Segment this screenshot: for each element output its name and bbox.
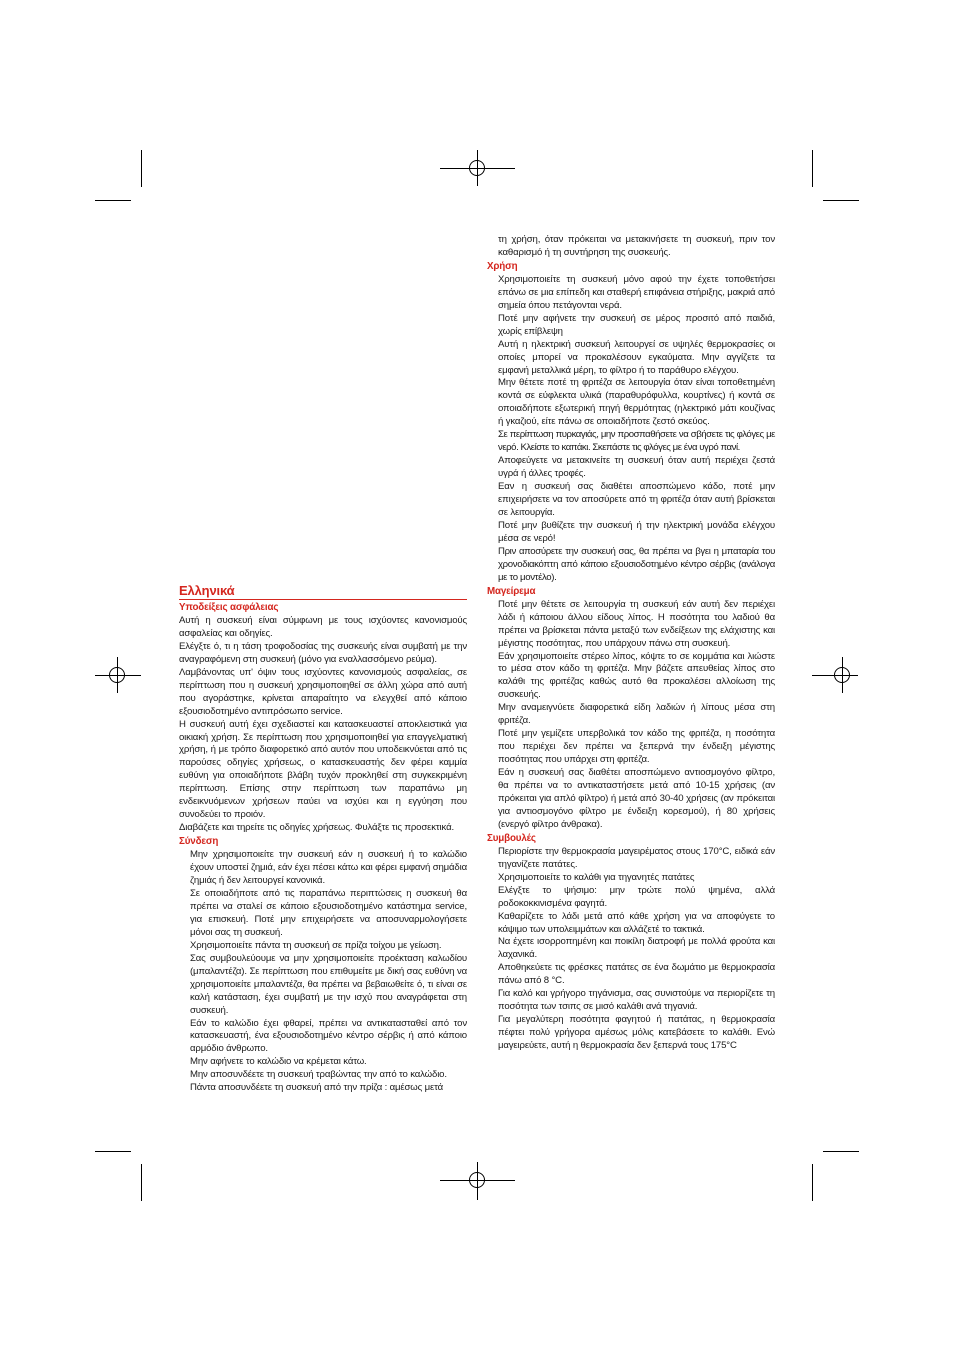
paragraph: Αυτή η συσκευή είναι σύμφωνη με τους ισχύοντες κανονισμούς ασφαλείας και οδηγίες. bbox=[179, 614, 467, 639]
paragraph: Ποτέ μην αφήνετε την συσκευή σε μέρος προσιτό από παιδιά, χωρίς επίβλεψη bbox=[498, 312, 775, 337]
section-heading: Μαγείρεμα bbox=[487, 585, 536, 597]
paragraph: Πάντα αποσυνδέετε τη συσκευή από την πρίζα : αμέσως μετά bbox=[190, 1082, 444, 1094]
section-heading: Υποδείξεις ασφάλειας bbox=[179, 602, 279, 613]
language-title: Ελληνικά bbox=[179, 583, 235, 598]
section-safety bbox=[179, 602, 467, 835]
paragraph: Χρησιμοποιείτε πάντα τη συσκευή σε πρίζα τοίχου με γείωση. bbox=[190, 939, 442, 951]
section-connection bbox=[179, 836, 467, 1095]
left-column bbox=[179, 583, 467, 1095]
paragraph: Για καλό και γρήγορο τηγάνισμα, σας συνιστούμε να περιορίζετε τη ποσότητα των τσιπς σε μισό καλάθι ανά τηγανιά. bbox=[498, 988, 775, 1013]
section-use bbox=[487, 261, 775, 585]
paragraph: Μην αφήνετε το καλώδιο να κρέμεται κάτω. bbox=[190, 1056, 367, 1068]
paragraph: Μην θέτετε ποτέ τη φριτέζα σε λειτουργία όταν είναι τοποθετημένη κοντά σε εύφλεκτα υλικά (παραθυρόφυλλα, κουρτίνες) ή κοντά σε οποιαδήποτε εξωτερική πηγή θερμότητας (ηλεκτρικό μάτι κουζίνας ή γκαζιού, είτε πάνω σε οποιαδήποτε ζεστό σκεύος. bbox=[498, 377, 775, 428]
paragraph: Χρησιμοποιείτε τη συσκευή μόνο αφού την έχετε τοποθετήσει επάνω σε μια επίπεδη και σταθερή επιφάνεια στήριξης, μακριά από σημεία όπου πετάγονται νερά. bbox=[498, 273, 775, 311]
paragraph: Μην αποσυνδέετε τη συσκευή τραβώντας την από το καλώδιο. bbox=[190, 1069, 447, 1081]
section-heading: Συμβουλές bbox=[487, 832, 536, 844]
paragraph: Ελέγξτε το ψήσιμο: μην τρώτε πολύ ψημένα, αλλά ροδοκοκκινισμένα φαγητά. bbox=[498, 884, 775, 909]
paragraph: Σε οποιαδήποτε από τις παραπάνω περιπτώσεις η συσκευή θα πρέπει να σταλεί σε κάποιο εξουσιοδοτημένο κατάστημα service, για επισκευή. Ποτέ μην επιχειρήσετε να αποσυναρμολογήσετε μόνοι σας τη συσκευή. bbox=[190, 887, 467, 938]
right-column bbox=[487, 234, 775, 1053]
section-tips bbox=[487, 833, 775, 1053]
paragraph: Λαμβάνοντας υπ' όψιν τους ισχύοντες κανονισμούς ασφαλείας, σε περίπτωση που η συσκευή χρησιμοποιηθεί σε άλλη χώρα από αυτή που αγοράστηκε, κρίνεται απαραίτητο να ελεγχθεί από κάποιο εξουσιοδοτημένο αντιπρόσωπο service. bbox=[179, 666, 467, 717]
paragraph: Να έχετε ισορροπημένη και ποικίλη διατροφή με πολλά φρούτα και λαχανικά. bbox=[498, 936, 775, 961]
paragraph: Εάν το καλώδιο έχει φθαρεί, πρέπει να αντικατασταθεί από τον κατασκευαστή, ένα εξουσιοδοτημένο κέντρο σέρβις ή από κάποιο αρμόδιο άνθρωπο. bbox=[190, 1017, 467, 1055]
paragraph: Για μεγαλύτερη ποσότητα φαγητού ή πατάτας, η θερμοκρασία πέφτει πολύ γρήγορα αμέσως μόλις κατεβάσετε το καλάθι. Ενώ μαγειρεύετε, αυτή η θερμοκρασία δεν ξεπερνά τους 175°C bbox=[498, 1014, 775, 1052]
paragraph: Διαβάζετε και τηρείτε τις οδηγίες χρήσεως. Φυλάξτε τις προσεκτικά. bbox=[179, 822, 454, 834]
section-heading: Χρήση bbox=[487, 260, 518, 272]
paragraph: Εάν χρησιμοποιείτε στέρεο λίπος, κόψτε το σε κομμάτια και λιώστε το μέσα στον κάδο τη φριτέζα. Μην βάζετε απευθείας λίπος στο καλάθι της φριτέζας καθώς αυτό θα προκαλέσει αλλοίωση της συσκευής. bbox=[498, 650, 775, 701]
paragraph: Εαν η συσκευή σας διαθέτει αποσπώμενο κάδο, ποτέ μην επιχειρήσετε να τον αποσύρετε από τη φριτέζα όταν αυτή βρίσκεται σε λειτουργία. bbox=[498, 481, 775, 519]
paragraph: Πριν αποσύρετε την συσκευή σας, θα πρέπει να βγει η μπαταρία του χρονοδιακόπτη από κάποιο εξουσιοδοτημένο κέντρο σέρβις (ανάλογα με το μοντέλο). bbox=[498, 545, 775, 583]
title-rule bbox=[179, 599, 467, 600]
paragraph: Μην αναμειγνύετε διαφορετικά είδη λαδιών ή λίπους μέσα στη φριτέζα. bbox=[498, 702, 775, 727]
paragraph: Αποθηκεύετε τις φρέσκες πατάτες σε ένα δωμάτιο με θερμοκρασία πάνω από 8 °C. bbox=[498, 962, 775, 987]
paragraph: Σε περίπτωση πυρκαγιάς, μην προσπαθήσετε να σβήσετε τις φλόγες με νερό. Κλείστε το καπάκι. Σκεπάστε τις φλόγες με ένα υγρό πανί. bbox=[498, 429, 775, 454]
paragraph: Χρησιμοποιείτε το καλάθι για τηγανητές πατάτες bbox=[498, 871, 695, 883]
section-cooking bbox=[487, 586, 775, 832]
paragraph: τη χρήση, όταν πρόκειται να μετακινήσετε τη συσκευή, πριν τον καθαρισμό ή τη συντήρηση της συσκευής. bbox=[498, 234, 775, 258]
paragraph: Ποτέ μην θέτετε σε λειτουργία τη συσκευή εάν αυτή δεν περιέχει λάδι ή κάποιου άλλου είδους λίπος. Η ποσότητα του λαδιού θα πρέπει να βρίσκεται πάντα μεταξύ των ενδείξεων της ελάχιστης και μέγιστης ποσότητας, που υπάρχουν πάνω στη συσκευή. bbox=[498, 598, 775, 649]
paragraph: Αυτή η ηλεκτρική συσκευή λειτουργεί σε υψηλές θερμοκρασίες οι οποίες μπορεί να προκαλέσουν εγκαύματα. Μην αγγίζετε τα εμφανή μεταλλικά μέρη, το φίλτρο ή το παράθυρο ελέγχου. bbox=[498, 338, 775, 376]
paragraph: Ποτέ μην γεμίζετε υπερβολικά τον κάδο της φριτέζα, η ποσότητα που περιέχει δεν πρέπει να ξεπερνά την ένδειξη μέγιστης ποσότητας που υπάρχει στη φριτέζα. bbox=[498, 728, 775, 766]
paragraph: Αποφεύγετε να μετακινείτε τη συσκευή όταν αυτή περιέχει ζεστά υγρά ή άλλες τροφές. bbox=[498, 455, 775, 480]
paragraph: Ποτέ μην βυθίζετε την συσκευή ή την ηλεκτρική μονάδα ελέγχου μέσα σε νερό! bbox=[498, 519, 775, 544]
paragraph: Σας συμβουλεύουμε να μην χρησιμοποιείτε προέκταση καλωδίου (μπαλαντέζα). Σε περίπτωση που επιθυμείτε με δική σας ευθύνη να χρησιμοποιείτε μπαλαντέζα, θα πρέπει να βεβαιωθείτε ό, τι είναι σε καλή κατάσταση, έχει συμβατή με την ισχύ που αναγράφεται στη συσκευή. bbox=[190, 952, 467, 1016]
paragraph: Ελέγξτε ό, τι η τάση τροφοδοσίας της συσκευής είναι συμβατή με την αναγραφόμενη στη συσκευή (μόνο για εναλλασσόμενο ρεύμα). bbox=[179, 640, 467, 665]
section-heading: Σύνδεση bbox=[179, 836, 219, 848]
paragraph: Καθαρίζετε το λάδι μετά από κάθε χρήση για να αποφύγετε το κάψιμο των υπολειμμάτων και αλλάζετέ το τακτικά. bbox=[498, 910, 775, 935]
paragraph: Μην χρησιμοποιείτε την συσκευή εάν η συσκευή ή το καλώδιο έχουν υποστεί ζημιά, εάν έχει πέσει κάτω και φέρει εμφανή σημάδια ζημιάς ή δεν λειτουργεί κανονικά. bbox=[190, 849, 467, 887]
paragraph: Εάν η συσκευή σας διαθέτει αποσπώμενο αντιοσμογόνο φίλτρο, θα πρέπει να το αντικαταστήσετε μετά από 10-15 χρήσεις (αν πρόκειται για απλό φίλτρο) ή μετά από 30-40 χρήσεις (αν πρόκειται για αντιοσμογόνο φίλτρο με ένδειξη κορεσμού), ή 80 χρήσεις (ενεργό φίλτρο άνθρακα). bbox=[498, 767, 775, 830]
paragraph: Περιορίστε την θερμοκρασία μαγειρέματος στους 170°C, ειδικά εάν τηγανίζετε πατάτες. bbox=[498, 845, 775, 870]
paragraph: Η συσκευή αυτή έχει σχεδιαστεί και κατασκευαστεί αποκλειστικά για οικιακή χρήση. Σε περίπτωση που χρησιμοποιηθεί για επαγγελματική χρήση, ή με τρόπο διαφορετικό από αυτόν που υποδεικνύεται από τις παρούσες οδηγίες χρήσεως, ο κατασκευαστής δεν φέρει καμμία ευθύνη για οποιαδήποτε βλάβη τυχόν προκληθεί στη συγκεκριμένη περίπτωση. Επίσης στην περίπτωση των παραπάνω μη ενδεικνυόμενων χρήσεων παύει να ισχύει και η εγγύηση που συνοδεύει το προιόν. bbox=[179, 718, 467, 821]
